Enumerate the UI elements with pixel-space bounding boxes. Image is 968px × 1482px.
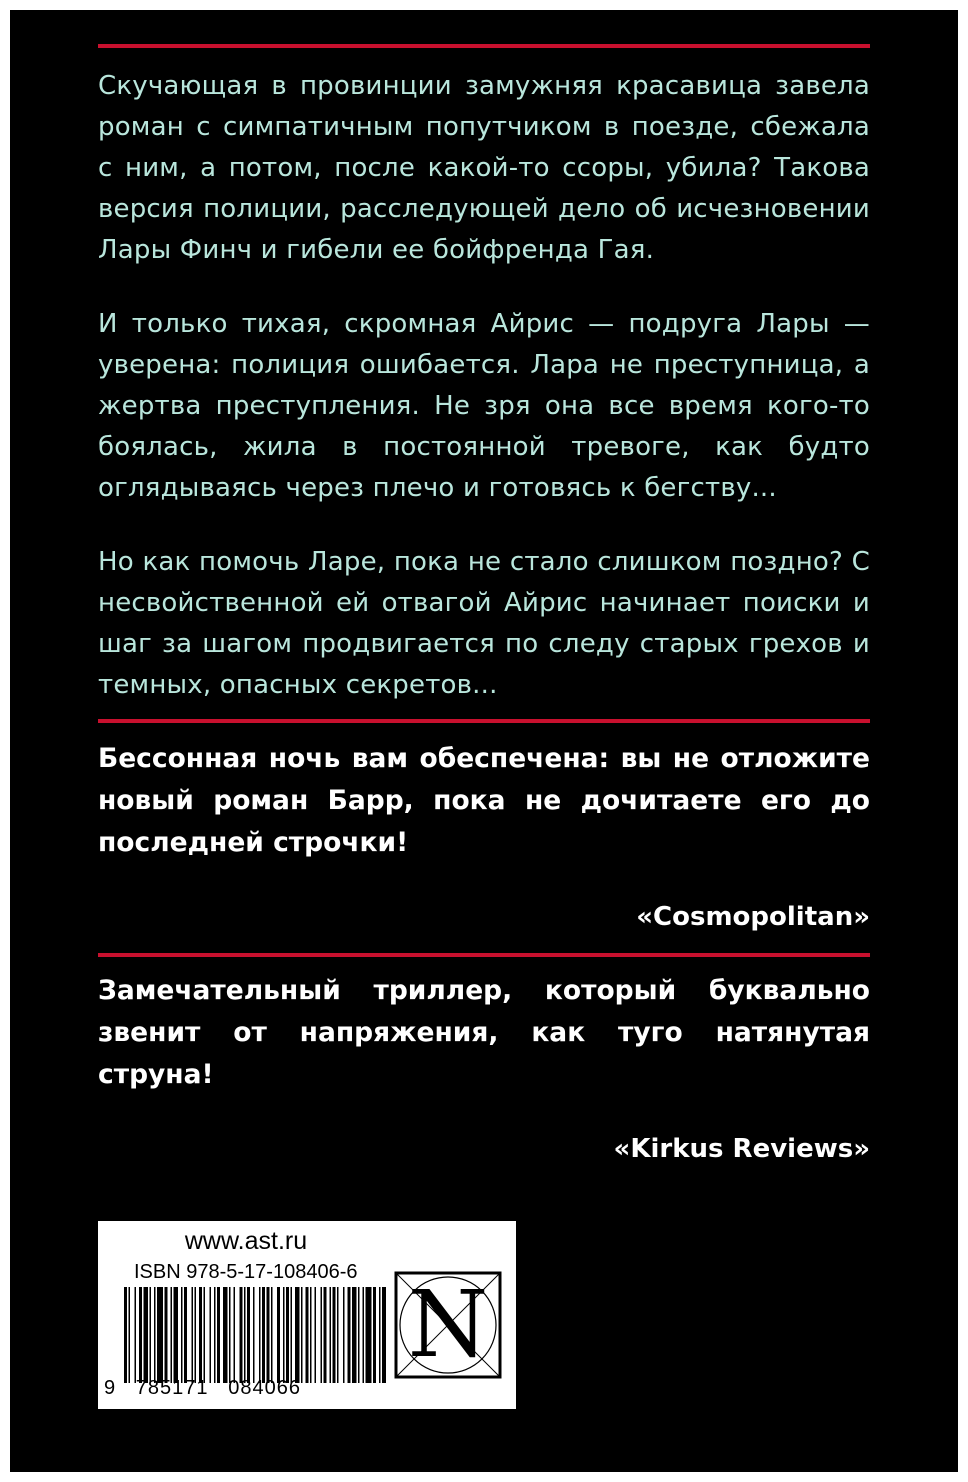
barcode-bar bbox=[144, 1287, 149, 1383]
barcode-bar bbox=[244, 1287, 246, 1383]
barcode-label bbox=[98, 1221, 516, 1409]
barcode-bar bbox=[310, 1287, 312, 1383]
barcode-bar bbox=[214, 1287, 216, 1383]
lower-red-rule bbox=[98, 953, 870, 957]
barcode-bar bbox=[382, 1287, 386, 1383]
barcode-bar bbox=[210, 1287, 212, 1383]
barcode-bar bbox=[366, 1287, 372, 1383]
review-source-1: «Cosmopolitan» bbox=[636, 902, 870, 932]
barcode bbox=[122, 1287, 386, 1383]
barcode-bar bbox=[358, 1287, 360, 1383]
barcode-bar bbox=[181, 1287, 183, 1383]
barcode-bar bbox=[373, 1287, 376, 1383]
barcode-bar bbox=[330, 1287, 332, 1383]
barcode-bar bbox=[171, 1287, 173, 1383]
barcode-bar bbox=[234, 1287, 236, 1383]
barcode-bar bbox=[139, 1287, 142, 1383]
barcode-bar bbox=[124, 1287, 127, 1383]
publisher-logo-letter: N bbox=[407, 1271, 489, 1378]
barcode-bar bbox=[277, 1287, 280, 1383]
barcode-bar bbox=[184, 1287, 187, 1383]
barcode-bar bbox=[174, 1287, 179, 1383]
review-source-2: «Kirkus Reviews» bbox=[613, 1134, 870, 1164]
barcode-bar bbox=[195, 1287, 197, 1383]
barcode-bar bbox=[157, 1287, 163, 1383]
ean-digits: 9 785171 084066 bbox=[104, 1377, 301, 1399]
barcode-bar bbox=[343, 1287, 345, 1383]
barcode-bar bbox=[352, 1287, 357, 1383]
barcode-bar bbox=[286, 1287, 289, 1383]
description-paragraph-3: Но как помочь Ларе, пока не стало слишком поздно? С несвойственной ей отвагой Айрис начинает поиски и шаг за шагом продвигается по следу старых грехов и темных, опасных секретов... bbox=[98, 547, 870, 700]
barcode-bar bbox=[259, 1287, 261, 1383]
barcode-bar bbox=[348, 1287, 351, 1383]
description-paragraph-1: Скучающая в провинции замужняя красавица завела роман с симпатичным попутчиком в поезде, сбежала с ним, а потом, после какой-то ссоры, убила? Такова версия полиции, расследующей дело об исчезновении Лары Финч и гибели ее бойфренда Гая. bbox=[98, 71, 870, 265]
barcode-bar bbox=[223, 1287, 228, 1383]
review-quote-2: Замечательный триллер, который буквально звенит от напряжения, как туго натянутая струна! bbox=[98, 975, 870, 1090]
barcode-bar bbox=[321, 1287, 323, 1383]
barcode-bar bbox=[337, 1287, 339, 1383]
barcode-bar bbox=[154, 1287, 156, 1383]
barcode-bar bbox=[291, 1287, 293, 1383]
barcode-bar bbox=[271, 1287, 273, 1383]
barcode-bar bbox=[129, 1287, 131, 1383]
barcode-bar bbox=[217, 1287, 220, 1383]
publisher-logo bbox=[394, 1271, 502, 1379]
barcode-bar bbox=[301, 1287, 303, 1383]
barcode-bar bbox=[363, 1287, 365, 1383]
barcode-bar bbox=[199, 1287, 202, 1383]
isbn-text: ISBN 978-5-17-108406-6 bbox=[134, 1261, 358, 1283]
barcode-bar bbox=[306, 1287, 309, 1383]
website-url: www.ast.ru bbox=[184, 1227, 308, 1255]
barcode-bar bbox=[333, 1287, 336, 1383]
barcode-bar bbox=[247, 1287, 250, 1383]
barcode-bar bbox=[229, 1287, 231, 1383]
barcode-bar bbox=[262, 1287, 265, 1383]
barcode-bar bbox=[253, 1287, 255, 1383]
barcode-bar bbox=[267, 1287, 270, 1383]
barcode-bar bbox=[165, 1287, 168, 1383]
review-quote-1: Бессонная ночь вам обеспечена: вы не отложите новый роман Барр, пока не дочитаете его до последней строчки! bbox=[98, 743, 870, 858]
barcode-bar bbox=[204, 1287, 206, 1383]
top-red-rule bbox=[98, 44, 870, 48]
barcode-bar bbox=[379, 1287, 381, 1383]
barcode-bar bbox=[324, 1287, 327, 1383]
barcode-bar bbox=[283, 1287, 285, 1383]
barcode-bar bbox=[240, 1287, 243, 1383]
barcode-bar bbox=[295, 1287, 300, 1383]
barcode-bar bbox=[150, 1287, 152, 1383]
barcode-bar bbox=[315, 1287, 317, 1383]
barcode-bar bbox=[135, 1287, 137, 1383]
description-paragraph-2: И только тихая, скромная Айрис — подруга Лары — уверена: полиция ошибается. Лара не преступница, а жертва преступления. Не зря она все время кого-то боялась, жила в постоянной тревоге, как будто оглядываясь через плечо и готовясь к бегству... bbox=[98, 309, 870, 503]
barcode-bar bbox=[192, 1287, 194, 1383]
middle-red-rule bbox=[98, 719, 870, 723]
